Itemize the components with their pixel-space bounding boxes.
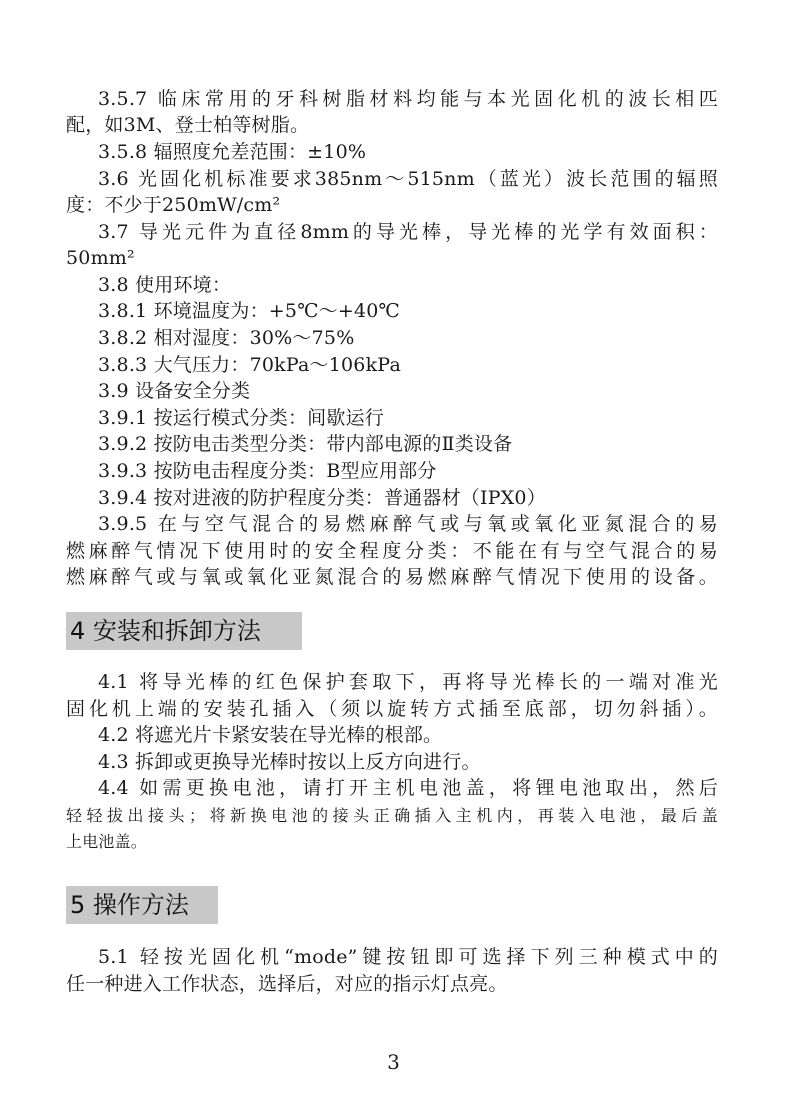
paragraph-3-9-5-line-3: 燃麻醉气或与氧或氧化亚氮混合的易燃麻醉气情况下使用的设备。 (66, 566, 718, 588)
paragraph-3-7-line-2: 50mm² (66, 247, 135, 269)
paragraph-4-2: 4.2 将遮光片卡紧安装在导光棒的根部。 (98, 724, 443, 746)
paragraph-3-9-2: 3.9.2 按防电击类型分类：带内部电源的Ⅱ类设备 (98, 433, 513, 455)
paragraph-5-1-line-2: 任一种进入工作状态，选择后，对应的指示灯点亮。 (66, 973, 508, 995)
paragraph-3-9-5-line-1: 3.9.5 在与空气混合的易燃麻醉气或与氧或氧化亚氮混合的易 (98, 513, 718, 535)
paragraph-3-6-line-2: 度：不少于250mW/cm² (66, 194, 281, 216)
paragraph-3-9-1: 3.9.1 按运行模式分类：间歇运行 (98, 407, 384, 429)
paragraph-4-3: 4.3 拆卸或更换导光棒时按以上反方向进行。 (98, 751, 481, 773)
paragraph-3-6-line-1: 3.6 光固化机标准要求385nm～515nm（蓝光）波长范围的辐照 (98, 168, 718, 190)
paragraph-4-1-line-2: 固化机上端的安装孔插入（须以旋转方式插至底部，切勿斜插）。 (66, 698, 718, 720)
paragraph-3-5-7-line-1: 3.5.7 临床常用的牙科树脂材料均能与本光固化机的波长相匹 (98, 88, 718, 110)
paragraph-4-1-line-1: 4.1 将导光棒的红色保护套取下，再将导光棒长的一端对准光 (98, 671, 718, 693)
section-heading-5: 5 操作方法 (66, 886, 218, 924)
paragraph-3-8-2: 3.8.2 相对湿度：30%～75% (98, 327, 355, 349)
paragraph-3-9-5-line-2: 燃麻醉气情况下使用时的安全程度分类：不能在有与空气混合的易 (66, 540, 718, 562)
paragraph-3-5-8: 3.5.8 辐照度允差范围：±10% (98, 141, 367, 163)
paragraph-4-4-line-3: 上电池盖。 (66, 832, 148, 851)
paragraph-3-9: 3.9 设备安全分类 (98, 380, 251, 402)
paragraph-3-7-line-1: 3.7 导光元件为直径8mm的导光棒，导光棒的光学有效面积： (98, 221, 718, 243)
paragraph-3-9-3: 3.9.3 按防电击程度分类：B型应用部分 (98, 460, 437, 482)
paragraph-4-4-line-1: 4.4 如需更换电池，请打开主机电池盖，将锂电池取出，然后 (98, 777, 718, 799)
paragraph-3-9-4: 3.9.4 按对进液的防护程度分类：普通器材（IPX0） (98, 487, 546, 509)
paragraph-3-8: 3.8 使用环境： (98, 274, 232, 296)
paragraph-3-5-7-line-2: 配，如3M、登士柏等树脂。 (66, 114, 310, 136)
paragraph-5-1-line-1: 5.1 轻按光固化机“mode”键按钮即可选择下列三种模式中的 (98, 946, 718, 968)
page-number: 3 (387, 1050, 400, 1074)
paragraph-3-8-1: 3.8.1 环境温度为：+5℃～+40℃ (98, 300, 400, 322)
paragraph-4-4-line-2: 轻轻拔出接头；将新换电池的接头正确插入主机内，再装入电池，最后盖 (66, 806, 718, 825)
section-heading-4: 4 安装和拆卸方法 (66, 612, 302, 650)
paragraph-3-8-3: 3.8.3 大气压力：70kPa～106kPa (98, 354, 401, 376)
